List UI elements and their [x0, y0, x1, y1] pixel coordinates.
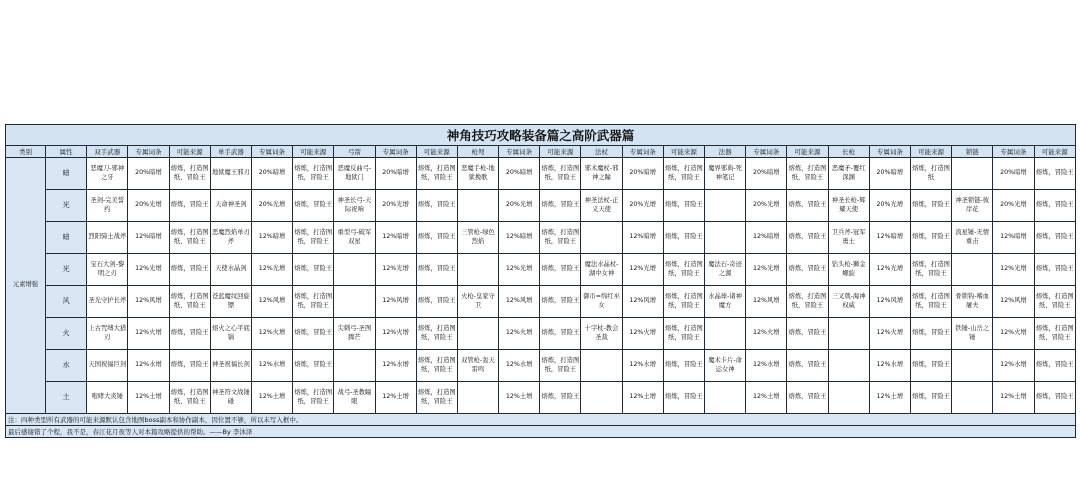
table-cell: 熔炼，冒险王 [910, 382, 951, 414]
table-cell: 熔炼，冒险王 [1034, 158, 1076, 190]
table-cell: 熔炼，冒险王 [787, 318, 828, 350]
table-cell: 熔炼，打造图纸，冒险王 [540, 222, 581, 254]
table-cell: 三管枪-绿色烈焰 [457, 222, 498, 254]
table-cell: 12%暗增 [993, 222, 1034, 254]
note-row [6, 414, 1076, 426]
table-cell: 神圣锁链-彼岸花 [952, 190, 993, 222]
column-header: 可能来源 [910, 146, 951, 158]
attribute-cell: 光 [46, 190, 87, 222]
table-cell: 熔炼，冒险王 [416, 222, 457, 254]
table-cell: 20%暗增 [128, 158, 169, 190]
column-header: 枪弩 [457, 146, 498, 158]
table-cell: 12%土增 [993, 382, 1034, 414]
table-cell: 熔炼，冒险王 [663, 190, 704, 222]
table-cell: 熔炼，冒险王 [1034, 350, 1076, 382]
table-cell: 水晶球-诸神魔方 [705, 286, 746, 318]
table-cell: 熔炼，打造图纸，冒险王 [1034, 318, 1076, 350]
table-cell: 魔术卡片-命运女神 [705, 350, 746, 382]
table-cell: 圣光守护长斧 [87, 286, 128, 318]
table-cell: 12%土增 [128, 382, 169, 414]
table-cell: 熔炼，打造图纸，冒险王 [416, 350, 457, 382]
table-cell: 12%光增 [375, 254, 416, 286]
table-cell: 苍蓝魔纹回旋镖 [210, 286, 251, 318]
table-cell [705, 190, 746, 222]
table-cell: 恶魔烈焰单刃斧 [210, 222, 251, 254]
column-header: 可能来源 [169, 146, 210, 158]
table-cell: 20%暗增 [251, 158, 292, 190]
table-cell [457, 318, 498, 350]
table-cell: 熔炼，打造图纸，冒险王 [169, 382, 210, 414]
column-header: 法器 [705, 146, 746, 158]
table-cell: 熔炼，打造图纸 [910, 158, 951, 190]
table-cell: 熔炼，冒险王 [540, 318, 581, 350]
table-cell: 12%火增 [375, 318, 416, 350]
table-cell: 20%光增 [499, 190, 540, 222]
table-cell: 20%光增 [993, 190, 1034, 222]
table-cell: 熔炼，打造图纸，冒险王 [293, 222, 334, 254]
table-cell: 12%风增 [251, 286, 292, 318]
attribute-cell: 土 [46, 382, 87, 414]
column-header: 可能来源 [416, 146, 457, 158]
table-cell [457, 190, 498, 222]
table-cell [334, 254, 375, 286]
table-cell: 烈阳骑士战斧 [87, 222, 128, 254]
table-cell: 12%火增 [622, 318, 663, 350]
table-cell: 12%暗增 [869, 222, 910, 254]
table-cell: 熔炼，打造图纸，冒险王 [663, 318, 704, 350]
table-cell: 20%光增 [375, 190, 416, 222]
table-cell: 地狱魔王邪刃 [210, 158, 251, 190]
table-cell: 12%风增 [993, 286, 1034, 318]
footnote-text: 注：四种类型所有武器的可能来源默认包含地图boss副本和协作副本，因位置不够，所以未写入框中。 [6, 414, 1076, 426]
table-cell: 熔火之心平底锅 [210, 318, 251, 350]
table-cell: 20%暗增 [375, 158, 416, 190]
table-cell: 熔炼，冒险王 [169, 318, 210, 350]
table-cell: 12%水增 [993, 350, 1034, 382]
attribute-cell: 暗 [46, 158, 87, 190]
table-cell: 熔炼，冒险王 [1034, 222, 1076, 254]
table-cell: 熔炼，冒险王 [663, 350, 704, 382]
table-cell: 卫兵斧-冠军勇士 [828, 222, 869, 254]
table-cell: 天国祝福巨剑 [87, 350, 128, 382]
table-cell: 12%火增 [993, 318, 1034, 350]
table-cell: 12%水增 [251, 350, 292, 382]
table-cell: 上古咒缚大猎刃 [87, 318, 128, 350]
column-header: 可能来源 [293, 146, 334, 158]
table-cell: 12%暗增 [251, 222, 292, 254]
column-header: 弓箭 [334, 146, 375, 158]
table-cell: 12%土增 [499, 382, 540, 414]
table-cell [457, 254, 498, 286]
table-cell: 三叉戟-海神权威 [828, 286, 869, 318]
table-cell: 12%水增 [375, 350, 416, 382]
table-cell: 宝石大剑-黎明之刃 [87, 254, 128, 286]
footnote-text: 最后感谢错了个程，我不是，春江花月夜等人对本篇攻略提供的帮助。——By 李沐泽 [6, 426, 1076, 438]
table-cell [952, 382, 993, 414]
table-cell: 熔炼，打造图纸，冒险王 [663, 158, 704, 190]
table-cell: 12%水增 [622, 350, 663, 382]
table-cell: 天使水晶剑 [210, 254, 251, 286]
table-cell: 熔炼，冒险王 [293, 190, 334, 222]
attribute-cell: 火 [46, 318, 87, 350]
table-cell: 12%土增 [251, 382, 292, 414]
column-header: 单手武器 [210, 146, 251, 158]
page-title: 神角技巧攻略装备篇之高阶武器篇 [6, 125, 1076, 146]
attribute-cell: 水 [46, 350, 87, 382]
table-cell: 熔炼，打造图纸，冒险王 [787, 286, 828, 318]
table-cell: 熔炼，冒险王 [663, 222, 704, 254]
table-cell: 熔炼，冒险王 [1034, 254, 1076, 286]
table-cell: 20%光增 [622, 190, 663, 222]
table-cell: 熔炼，打造图纸，冒险王 [416, 318, 457, 350]
table-cell: 熔炼，冒险王 [1034, 190, 1076, 222]
category-cell: 元素增强 [6, 158, 46, 414]
table-cell: 流星锤-无情重击 [952, 222, 993, 254]
table-cell [705, 382, 746, 414]
column-header: 专属词条 [128, 146, 169, 158]
table-cell [828, 350, 869, 382]
table-cell: 12%光增 [993, 254, 1034, 286]
table-cell: 御币=绵红巫女 [581, 286, 622, 318]
table-cell: 20%光增 [128, 190, 169, 222]
column-header: 法杖 [581, 146, 622, 158]
table-row [6, 158, 1076, 190]
table-cell: 神圣法杖-正义天使 [581, 190, 622, 222]
table-row [6, 190, 1076, 222]
table-cell [828, 382, 869, 414]
table-cell: 12%风增 [746, 286, 787, 318]
column-header: 专属词条 [375, 146, 416, 158]
column-header: 专属词条 [746, 146, 787, 158]
table-row [6, 222, 1076, 254]
table-cell: 熔炼，打造图纸，冒险王 [169, 158, 210, 190]
table-cell: 天命神圣剑 [210, 190, 251, 222]
table-row [6, 286, 1076, 318]
table-cell: 恶魔矛-覆红深渊 [828, 158, 869, 190]
table-cell: 12%暗增 [499, 222, 540, 254]
table-cell: 熔炼，冒险王 [540, 254, 581, 286]
table-cell: 熔炼，打造图纸，冒险王 [663, 286, 704, 318]
note-row [6, 426, 1076, 438]
column-header: 可能来源 [540, 146, 581, 158]
column-header: 双手武器 [87, 146, 128, 158]
table-cell: 神圣长弓-天际祝响 [334, 190, 375, 222]
column-header: 可能来源 [1034, 146, 1076, 158]
table-cell: 熔炼，冒险王 [293, 350, 334, 382]
table-cell: 12%光增 [499, 254, 540, 286]
table-cell [334, 350, 375, 382]
column-header: 专属词条 [993, 146, 1034, 158]
table-cell: 12%光增 [128, 254, 169, 286]
table-cell: 火枪-皇家守卫 [457, 286, 498, 318]
table-cell: 熔炼，冒险王 [910, 350, 951, 382]
column-header: 专属词条 [499, 146, 540, 158]
table-cell: 熔炼，打造图纸，冒险王 [910, 254, 951, 286]
attribute-cell: 光 [46, 254, 87, 286]
table-cell: 熔炼，冒险王 [416, 254, 457, 286]
attribute-cell: 风 [46, 286, 87, 318]
table-cell: 圣剑-完美誓约 [87, 190, 128, 222]
table-cell [457, 382, 498, 414]
table-cell: 20%光增 [251, 190, 292, 222]
column-header: 专属词条 [869, 146, 910, 158]
table-cell: 咆哮大炎锤 [87, 382, 128, 414]
table-cell [581, 222, 622, 254]
table-cell: 熔炼，冒险王 [293, 254, 334, 286]
table-cell: 尖刺弓-圣图腾芒 [334, 318, 375, 350]
table-cell: 魔法石-奇迹之源 [705, 254, 746, 286]
column-header: 属性 [46, 146, 87, 158]
table-cell: 十字杖-教会圣裁 [581, 318, 622, 350]
table-cell: 熔炼，冒险王 [910, 222, 951, 254]
weapon-table-sheet [5, 124, 1075, 438]
weapon-table [5, 124, 1076, 438]
table-cell: 20%暗增 [622, 158, 663, 190]
table-cell: 12%风增 [375, 286, 416, 318]
table-cell: 重型弓-破军双星 [334, 222, 375, 254]
table-cell: 12%光增 [251, 254, 292, 286]
column-header: 专属词条 [622, 146, 663, 158]
table-cell: 熔炼，打造图纸，冒险王 [169, 222, 210, 254]
table-cell: 神圣长枪-辉耀天使 [828, 190, 869, 222]
table-cell: 20%暗增 [746, 158, 787, 190]
table-cell: 恶魔刀-邪神之牙 [87, 158, 128, 190]
table-cell: 20%暗增 [993, 158, 1034, 190]
table-cell: 12%水增 [869, 350, 910, 382]
table-cell: 恶魔手枪-地狱挽歌 [457, 158, 498, 190]
table-cell: 神圣符文战锤碰 [210, 382, 251, 414]
table-cell: 熔炼，冒险王 [169, 254, 210, 286]
table-cell: 熔炼，打造图纸，冒险王 [787, 158, 828, 190]
table-cell: 熔炼，冒险王 [910, 190, 951, 222]
table-cell: 12%暗增 [746, 222, 787, 254]
table-cell: 20%暗增 [869, 158, 910, 190]
table-cell: 20%暗增 [499, 158, 540, 190]
table-cell: 12%水增 [128, 350, 169, 382]
header-row [6, 146, 1076, 158]
title-row [6, 125, 1076, 146]
column-header: 类别 [6, 146, 46, 158]
table-cell: 熔炼，冒险王 [787, 254, 828, 286]
table-cell: 熔炼，冒险王 [540, 286, 581, 318]
table-cell [705, 222, 746, 254]
column-header: 长枪 [828, 146, 869, 158]
table-cell: 12%风增 [622, 286, 663, 318]
table-cell: 12%暗增 [128, 222, 169, 254]
table-cell: 熔炼，打造图纸，冒险王 [293, 382, 334, 414]
table-cell: 魔界邪典-死神笔记 [705, 158, 746, 190]
table-cell: 熔炼，冒险王 [787, 190, 828, 222]
table-cell: 熔炼，冒险王 [540, 382, 581, 414]
table-cell: 12%土增 [869, 382, 910, 414]
table-cell: 熔炼，冒险王 [416, 286, 457, 318]
table-cell: 12%暗增 [622, 222, 663, 254]
table-cell: 熔炼，打造图纸，冒险王 [910, 286, 951, 318]
table-cell: 恶魔反曲弓-地狱门 [334, 158, 375, 190]
table-cell: 熔炼，打造图纸，冒险王 [540, 158, 581, 190]
table-cell: 熔炼，冒险王 [169, 190, 210, 222]
table-cell: 熔炼，冒险王 [540, 190, 581, 222]
table-cell: 12%暗增 [375, 222, 416, 254]
table-row [6, 382, 1076, 414]
table-row [6, 318, 1076, 350]
table-cell: 熔炼，打造图纸，冒险王 [293, 158, 334, 190]
table-cell: 12%光增 [622, 254, 663, 286]
table-cell: 12%风增 [869, 286, 910, 318]
table-cell [952, 350, 993, 382]
attribute-cell: 暗 [46, 222, 87, 254]
table-cell: 钻头枪-狮金螺旋 [828, 254, 869, 286]
table-cell: 12%火增 [251, 318, 292, 350]
table-cell: 12%土增 [375, 382, 416, 414]
table-cell: 铁锤-山岳之锤 [952, 318, 993, 350]
table-cell: 12%风增 [499, 286, 540, 318]
table-cell: 熔炼，冒险王 [416, 190, 457, 222]
column-header: 可能来源 [787, 146, 828, 158]
table-cell: 熔炼，冒险王 [787, 222, 828, 254]
table-cell: 熔炼，打造图纸，冒险王 [169, 286, 210, 318]
table-cell: 熔炼，冒险王 [293, 318, 334, 350]
table-cell: 熔炼，冒险王 [663, 382, 704, 414]
table-cell: 熔炼，打造图纸，冒险王 [1034, 286, 1076, 318]
table-cell: 熔炼，冒险王 [910, 318, 951, 350]
table-cell [581, 350, 622, 382]
table-cell [952, 158, 993, 190]
table-cell: 邪术魔杖-邪神之瞳 [581, 158, 622, 190]
table-cell: 熔炼，冒险王 [787, 350, 828, 382]
table-cell [334, 286, 375, 318]
table-cell: 熔炼，打造图纸，冒险王 [293, 286, 334, 318]
table-cell [581, 382, 622, 414]
table-cell: 20%光增 [746, 190, 787, 222]
table-cell: 12%火增 [746, 318, 787, 350]
table-cell: 熔炼，冒险王 [1034, 382, 1076, 414]
table-cell: 战弓-圣教瞳眼 [334, 382, 375, 414]
table-cell: 12%风增 [128, 286, 169, 318]
table-cell: 熔炼，冒险王 [787, 382, 828, 414]
column-header: 专属词条 [251, 146, 292, 158]
table-cell: 熔炼，打造图纸，冒险王 [416, 158, 457, 190]
table-cell: 魔法水晶杖-湖中女神 [581, 254, 622, 286]
table-cell: 熔炼，打造图纸，冒险王 [540, 350, 581, 382]
table-cell: 双管枪-轰天雷鸣 [457, 350, 498, 382]
column-header: 可能来源 [663, 146, 704, 158]
table-cell: 12%火增 [128, 318, 169, 350]
table-cell: 熔炼，冒险王 [169, 350, 210, 382]
table-row [6, 350, 1076, 382]
table-cell: 12%火增 [869, 318, 910, 350]
column-header: 锁链 [952, 146, 993, 158]
table-cell: 12%光增 [746, 254, 787, 286]
table-cell [705, 318, 746, 350]
table-cell: 神圣祝福长剑 [210, 350, 251, 382]
table-cell [828, 318, 869, 350]
table-cell: 12%土增 [746, 382, 787, 414]
table-cell: 12%水增 [746, 350, 787, 382]
table-cell: 骨锁钩-嗜血屠夫 [952, 286, 993, 318]
table-row [6, 254, 1076, 286]
table-cell: 熔炼，打造图纸，冒险王 [416, 382, 457, 414]
table-cell: 12%光增 [869, 254, 910, 286]
table-cell: 熔炼，打造图纸，冒险王 [663, 254, 704, 286]
table-cell: 12%水增 [499, 350, 540, 382]
table-cell: 12%火增 [499, 318, 540, 350]
table-cell: 20%光增 [869, 190, 910, 222]
table-cell [952, 254, 993, 286]
table-cell: 12%土增 [622, 382, 663, 414]
